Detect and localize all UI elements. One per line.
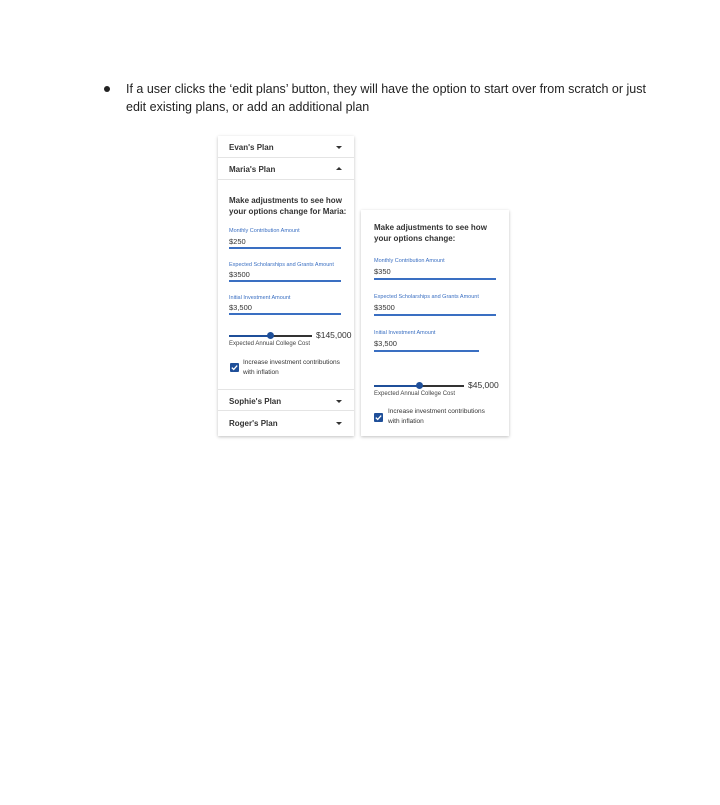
initial-investment-label: Initial Investment Amount xyxy=(374,330,436,336)
accordion-header-evan[interactable] xyxy=(218,136,354,158)
monthly-contribution-input[interactable]: $350 xyxy=(374,267,391,276)
adjust-heading: Make adjustments to see how your options change: xyxy=(374,223,487,243)
scholarships-input[interactable]: $3500 xyxy=(374,303,395,312)
chevron-down-icon xyxy=(336,400,342,403)
scholarships-input[interactable]: $3500 xyxy=(229,270,250,279)
slider-thumb[interactable] xyxy=(267,332,274,339)
chevron-up-icon xyxy=(336,167,342,170)
scholarships-underline xyxy=(374,314,496,316)
monthly-contribution-label: Monthly Contribution Amount xyxy=(374,258,445,264)
inflation-checkbox[interactable] xyxy=(230,363,239,372)
inflation-checkbox-label: Increase investment contributions with inflation xyxy=(243,359,340,376)
plan-name: Roger's Plan xyxy=(229,419,278,428)
monthly-contribution-label: Monthly Contribution Amount xyxy=(229,228,300,234)
chevron-down-icon xyxy=(336,422,342,425)
initial-investment-underline xyxy=(229,313,341,315)
scholarships-label: Expected Scholarships and Grants Amount xyxy=(229,262,334,268)
bullet-item xyxy=(104,80,664,116)
chevron-down-icon xyxy=(336,146,342,149)
check-icon xyxy=(374,413,383,422)
college-cost-value: $145,000 xyxy=(316,330,352,340)
initial-investment-underline xyxy=(374,350,479,352)
plan-name: Maria's Plan xyxy=(229,165,276,174)
plans-accordion-panel xyxy=(218,136,354,436)
monthly-contribution-underline xyxy=(229,247,341,249)
check-icon xyxy=(230,363,239,372)
monthly-contribution-underline xyxy=(374,278,496,280)
bullet-dot-icon xyxy=(104,86,110,92)
adjust-heading: Make adjustments to see how your options change for Maria: xyxy=(229,196,347,216)
accordion-header-sophie[interactable] xyxy=(218,389,354,411)
inflation-checkbox-label: Increase investment contributions with inflation xyxy=(388,408,485,425)
monthly-contribution-input[interactable]: $250 xyxy=(229,237,246,246)
initial-investment-label: Initial Investment Amount xyxy=(229,295,291,301)
college-cost-caption: Expected Annual College Cost xyxy=(374,391,456,397)
initial-investment-input[interactable]: $3,500 xyxy=(229,303,252,312)
accordion-header-maria[interactable] xyxy=(218,158,354,180)
plan-name: Evan's Plan xyxy=(229,143,274,152)
scholarships-underline xyxy=(229,280,341,282)
single-plan-panel xyxy=(361,210,509,436)
bullet-text: If a user clicks the ‘edit plans’ button, they will have the option to start over from scratch or just edit existing plans, or add an additional plan xyxy=(126,82,646,114)
college-cost-caption: Expected Annual College Cost xyxy=(229,341,311,347)
accordion-header-roger[interactable] xyxy=(218,412,354,434)
inflation-checkbox[interactable] xyxy=(374,413,383,422)
college-cost-value: $45,000 xyxy=(468,380,499,390)
initial-investment-input[interactable]: $3,500 xyxy=(374,339,397,348)
plan-name: Sophie's Plan xyxy=(229,397,282,406)
slider-thumb[interactable] xyxy=(416,382,423,389)
scholarships-label: Expected Scholarships and Grants Amount xyxy=(374,294,479,300)
